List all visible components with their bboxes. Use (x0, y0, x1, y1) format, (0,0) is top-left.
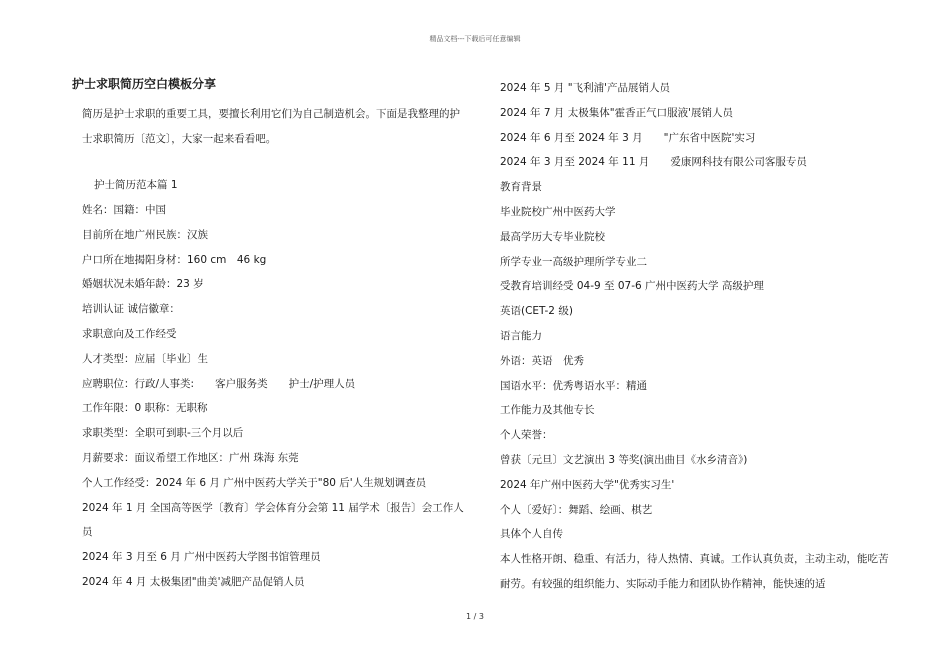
resume-line: 毕业院校广州中医药大学 (500, 205, 616, 218)
page-number: 1 / 3 (466, 612, 484, 621)
closing-paragraph: 本人性格开朗、稳重、有活力，待人热情、真诚。工作认真负责，主动主动，能吃苦耐劳。有较强的组织能力、实际动手能力和团队协作精神，能快速的适 (500, 553, 889, 590)
resume-line: 个人荣誉： (500, 429, 553, 442)
resume-line: 语言能力 (500, 329, 542, 342)
resume-line: 求职意向及工作经受 (82, 327, 177, 340)
right-column (490, 76, 890, 597)
resume-line: 工作能力及其他专长 (500, 404, 595, 417)
resume-line: 姓名：国籍：中国 (82, 203, 166, 216)
resume-line: 具体个人自传 (500, 528, 563, 541)
spacer (72, 151, 464, 173)
resume-line: 个人工作经受：2024 年 6 月 广州中医药大学关于"80 后'人生规划调查员 (82, 476, 427, 489)
resume-line: 2024 年 3 月至 6 月 广州中医药大学图书馆管理员 (82, 551, 321, 564)
document-title: 护士求职简历空白模板分享 (72, 77, 217, 91)
resume-line: 2024 年 3 月至 2024 年 11 月 爱康网科技有限公司客服专员 (500, 156, 807, 169)
resume-line: 2024 年 4 月 太极集团"曲美'减肥产品促销人员 (82, 575, 305, 588)
resume-line: 2024 年广州中医药大学"优秀实习生' (500, 478, 675, 491)
resume-line: 月薪要求：面议希望工作地区：广州 珠海 东莞 (82, 451, 299, 464)
section-heading: 护士简历范本篇 1 (94, 179, 178, 192)
resume-line: 工作年限：0 职称：无职称 (82, 402, 208, 415)
resume-line: 2024 年 7 月 太极集体"霍香正气口服液'展销人员 (500, 106, 733, 119)
resume-line: 户口所在地揭阳身材：160 cm 46 kg (82, 253, 267, 266)
resume-line: 外语：英语 优秀 (500, 354, 584, 367)
resume-line: 教育背景 (500, 181, 542, 194)
intro-paragraph: 简历是护士求职的重要工具，要擅长利用它们为自己制造机会。下面是我整理的护士求职简历〔范文〕，大家一起来看看吧。 (82, 108, 460, 145)
resume-line: 2024 年 1 月 全国高等医学〔教育〕学会体育分会第 11 届学术〔报告〕会工作人员 (82, 501, 464, 539)
resume-line: 应聘职位：行政/人事类: 客户服务类 护士/护理人员 (82, 377, 356, 390)
resume-line: 国语水平：优秀粤语水平：精通 (500, 379, 647, 392)
resume-line: 人才类型：应届〔毕业〕生 (82, 352, 208, 365)
resume-line: 个人〔爱好〕：舞蹈、绘画、棋艺 (500, 503, 653, 516)
resume-line: 婚姻状况未婚年龄：23 岁 (82, 278, 204, 291)
resume-line: 2024 年 5 月 "飞利浦'产品展销人员 (500, 82, 670, 94)
resume-line: 求职类型：全职可到职-三个月以后 (82, 427, 244, 440)
resume-line: 最高学历大专毕业院校 (500, 230, 605, 243)
resume-line: 受教育培训经受 04-9 至 07-6 广州中医药大学 高级护理 (500, 280, 764, 293)
resume-line: 目前所在地广州民族：汉族 (82, 228, 208, 241)
resume-line: 2024 年 6 月至 2024 年 3 月 "广东省中医院'实习 (500, 131, 756, 144)
left-column (72, 76, 464, 595)
resume-line: 英语(CET-2 级) (500, 305, 573, 318)
resume-line: 培训认证 诚信徽章： (82, 303, 180, 316)
resume-line: 所学专业一高级护理所学专业二 (500, 255, 647, 268)
resume-line: 曾获〔元旦〕文艺演出 3 等奖(演出曲目《水乡清音》) (500, 453, 748, 466)
page-header: 精品文档---下载后可任意编辑 (429, 35, 521, 43)
